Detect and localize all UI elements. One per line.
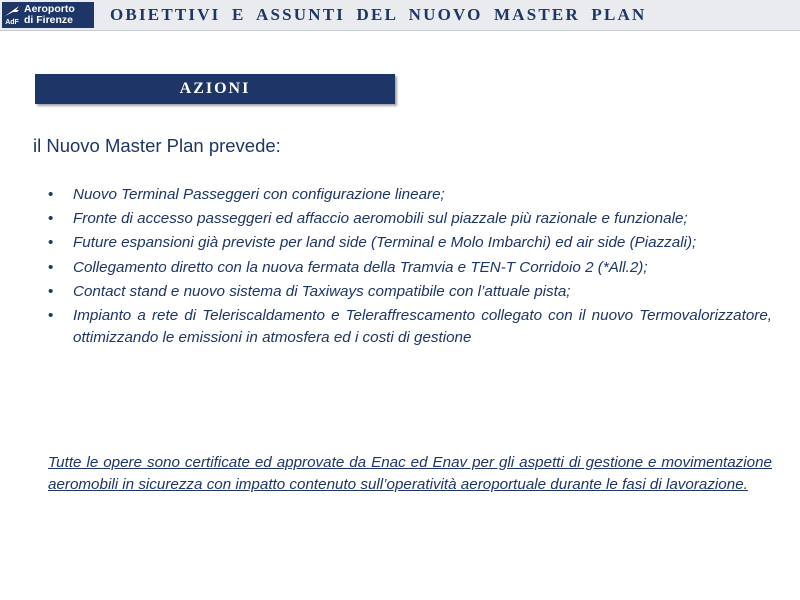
list-item-text: Fronte di accesso passeggeri ed affaccio aeromobili sul piazzale più razionale e funzionale;: [73, 210, 688, 228]
logo-line-1: Aeroporto: [24, 3, 75, 15]
intro-heading: il Nuovo Master Plan prevede:: [33, 135, 281, 156]
bullet-dot-icon: •: [48, 258, 54, 276]
bullet-dot-icon: •: [48, 306, 54, 324]
airplane-logo-icon: [2, 2, 22, 28]
action-list: [36, 184, 772, 351]
list-item-text: Future espansioni già previste per land side (Terminal e Molo Imbarchi) ed air side (Piazzali);: [73, 234, 697, 252]
list-item: [36, 232, 772, 254]
logo-wordmark: [24, 4, 75, 26]
logo-line-2: di Firenze: [24, 14, 74, 26]
bullet-dot-icon: •: [48, 282, 54, 300]
section-heading: [35, 74, 395, 104]
company-logo: [2, 2, 94, 28]
page-title: OBIETTIVI E ASSUNTI DEL NUOVO MASTER PLAN: [110, 5, 647, 24]
list-item: [36, 257, 772, 279]
bullet-dot-icon: •: [48, 186, 54, 203]
section-heading-label: AZIONI: [179, 80, 251, 97]
list-item-text: Nuovo Terminal Passeggeri con configurazione lineare;: [73, 186, 445, 203]
list-item-text: Collegamento diretto con la nuova fermata della Tramvia e TEN-T Corridoio 2 (*All.2);: [73, 258, 648, 276]
list-item-text: Contact stand e nuovo sistema di Taxiways compatibile con l’attuale pista;: [73, 282, 571, 300]
header-bar: [0, 0, 800, 31]
list-item: [36, 208, 772, 230]
logo-abbreviation: AdF: [5, 19, 19, 26]
list-item: [36, 184, 772, 206]
list-item: [36, 281, 772, 303]
list-item-text: Impianto a rete di Teleriscaldamento e Teleraffrescamento collegato con il nuovo Termovalorizzatore, ottimizzando le emissioni in atmosfera ed i costi di gestione: [73, 306, 772, 346]
bullet-dot-icon: •: [48, 210, 54, 228]
bullet-dot-icon: •: [48, 234, 54, 252]
certification-note: Tutte le opere sono certificate ed approvate da Enac ed Enav per gli aspetti di gestione e movimentazione aeromobili in sicurezza con impatto contenuto sull’operatività aeroportuale durante le fasi di lavorazione.: [48, 454, 772, 493]
list-item: [36, 305, 772, 349]
